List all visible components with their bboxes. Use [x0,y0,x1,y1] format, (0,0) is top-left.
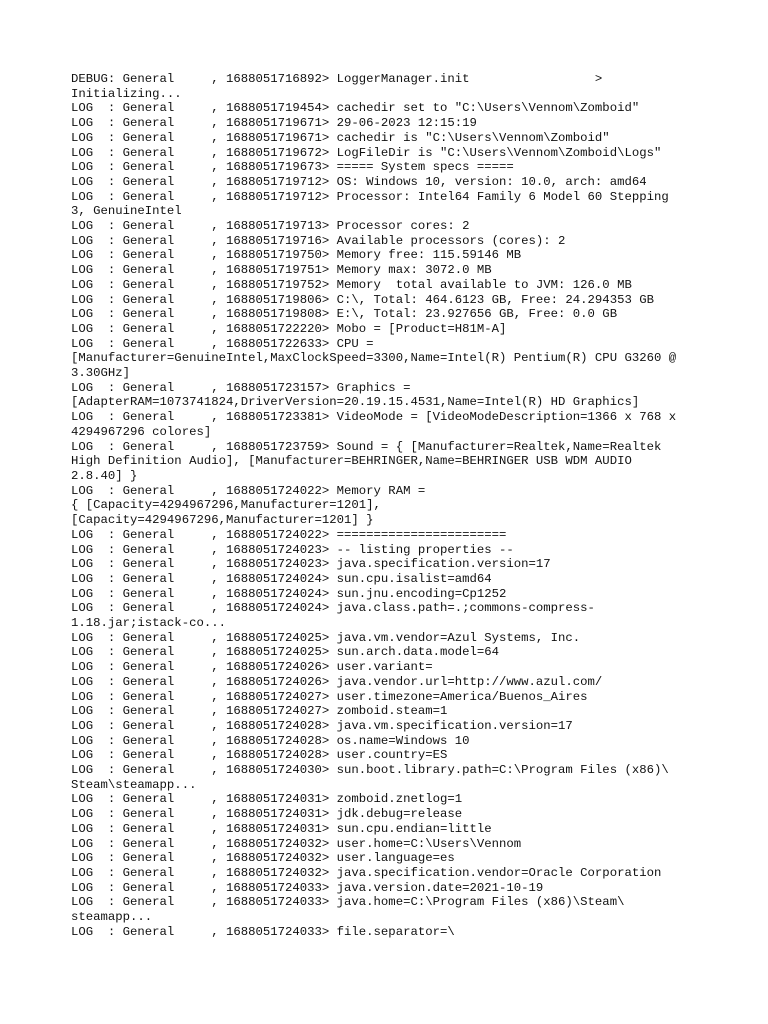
log-line: LOG : General , 1688051719752> Memory total available to JVM: 126.0 MB [71,277,632,292]
log-line: LOG : General , 1688051724022> Memory RAM = [71,483,426,498]
log-line: [Manufacturer=GenuineIntel,MaxClockSpeed=3300,Name=Intel(R) Pentium(R) CPU G3260 @ [71,351,677,366]
log-line: 4294967296 colores] [71,424,212,439]
log-line: LOG : General , 1688051719671> cachedir is "C:\Users\Vennom\Zomboid" [71,130,610,145]
log-line: LOG : General , 1688051724026> java.vendor.url=http://www.azul.com/ [71,674,603,689]
log-line: LOG : General , 1688051719750> Memory free: 115.59146 MB [71,248,522,263]
log-line: LOG : General , 1688051724033> file.separator=\ [71,924,455,939]
log-line: LOG : General , 1688051719672> LogFileDir is "C:\Users\Vennom\Zomboid\Logs" [71,145,662,160]
log-line: LOG : General , 1688051724023> -- listing properties -- [71,542,514,557]
log-line: 1.18.jar;istack-co... [71,616,226,631]
log-line: LOG : General , 1688051724032> user.language=es [71,851,455,866]
log-line: [AdapterRAM=1073741824,DriverVersion=20.19.15.4531,Name=Intel(R) HD Graphics] [71,395,640,410]
log-line: LOG : General , 1688051719712> Processor: Intel64 Family 6 Model 60 Stepping [71,189,669,204]
log-line: { [Capacity=4294967296,Manufacturer=1201], [71,498,381,513]
log-line: LOG : General , 1688051722220> Mobo = [Product=H81M-A] [71,321,507,336]
log-document [71,72,701,939]
log-line: LOG : General , 1688051719806> C:\, Total: 464.6123 GB, Free: 24.294353 GB [71,292,654,307]
log-line: LOG : General , 1688051724022> ======================= [71,527,507,542]
log-line: LOG : General , 1688051724024> sun.cpu.isalist=amd64 [71,571,492,586]
log-line: LOG : General , 1688051719713> Processor cores: 2 [71,219,470,234]
log-line: LOG : General , 1688051724025> sun.arch.data.model=64 [71,645,500,660]
log-line: Steam\steamapp... [71,777,197,792]
log-line: LOG : General , 1688051724031> jdk.debug=release [71,807,463,822]
log-line: LOG : General , 1688051724025> java.vm.vendor=Azul Systems, Inc. [71,630,581,645]
log-line: LOG : General , 1688051719454> cachedir set to "C:\Users\Vennom\Zomboid" [71,101,640,116]
log-line: LOG : General , 1688051719671> 29-06-2023 12:15:19 [71,116,477,131]
log-line: LOG : General , 1688051719673> ===== System specs ===== [71,160,514,175]
log-line: LOG : General , 1688051719808> E:\, Total: 23.927656 GB, Free: 0.0 GB [71,307,618,322]
log-line: LOG : General , 1688051724033> java.version.date=2021-10-19 [71,880,544,895]
log-lines [71,72,701,939]
log-line: LOG : General , 1688051724031> zomboid.znetlog=1 [71,792,463,807]
log-line: 3, GenuineIntel [71,204,182,219]
log-line: 3.30GHz] [71,366,131,381]
log-line: High Definition Audio], [Manufacturer=BEHRINGER,Name=BEHRINGER USB WDM AUDIO [71,454,632,469]
log-line: LOG : General , 1688051723381> VideoMode = [VideoModeDescription=1366 x 768 x [71,410,677,425]
log-line: steamapp... [71,910,153,925]
log-line: LOG : General , 1688051724032> java.specification.vendor=Oracle Corporation [71,865,662,880]
log-line: LOG : General , 1688051724027> user.timezone=America/Buenos_Aires [71,689,588,704]
log-line: [Capacity=4294967296,Manufacturer=1201] } [71,513,374,528]
log-line: LOG : General , 1688051724027> zomboid.steam=1 [71,704,448,719]
log-line: LOG : General , 1688051719712> OS: Windows 10, version: 10.0, arch: amd64 [71,174,647,189]
log-line: LOG : General , 1688051723759> Sound = { [Manufacturer=Realtek,Name=Realtek [71,439,662,454]
log-line: LOG : General , 1688051724031> sun.cpu.endian=little [71,821,492,836]
log-line: LOG : General , 1688051724024> java.class.path=.;commons-compress- [71,601,595,616]
log-line: LOG : General , 1688051719716> Available processors (cores): 2 [71,233,566,248]
log-line: DEBUG: General , 1688051716892> LoggerManager.init > [71,72,603,86]
log-line: LOG : General , 1688051724026> user.variant= [71,660,433,675]
log-line: LOG : General , 1688051724028> os.name=Windows 10 [71,733,470,748]
log-line: LOG : General , 1688051722633> CPU = [71,336,374,351]
log-line: Initializing... [71,86,182,101]
log-line: LOG : General , 1688051724028> java.vm.specification.version=17 [71,718,573,733]
log-line: LOG : General , 1688051724032> user.home=C:\Users\Vennom [71,836,522,851]
log-line: LOG : General , 1688051724023> java.specification.version=17 [71,557,551,572]
log-line: LOG : General , 1688051724028> user.country=ES [71,748,448,763]
log-line: 2.8.40] } [71,468,138,483]
log-line: LOG : General , 1688051724033> java.home=C:\Program Files (x86)\Steam\ [71,895,625,910]
log-line: LOG : General , 1688051719751> Memory max: 3072.0 MB [71,263,492,278]
log-line: LOG : General , 1688051724024> sun.jnu.encoding=Cp1252 [71,586,507,601]
log-line: LOG : General , 1688051723157> Graphics = [71,380,411,395]
log-line: LOG : General , 1688051724030> sun.boot.library.path=C:\Program Files (x86)\ [71,763,669,778]
